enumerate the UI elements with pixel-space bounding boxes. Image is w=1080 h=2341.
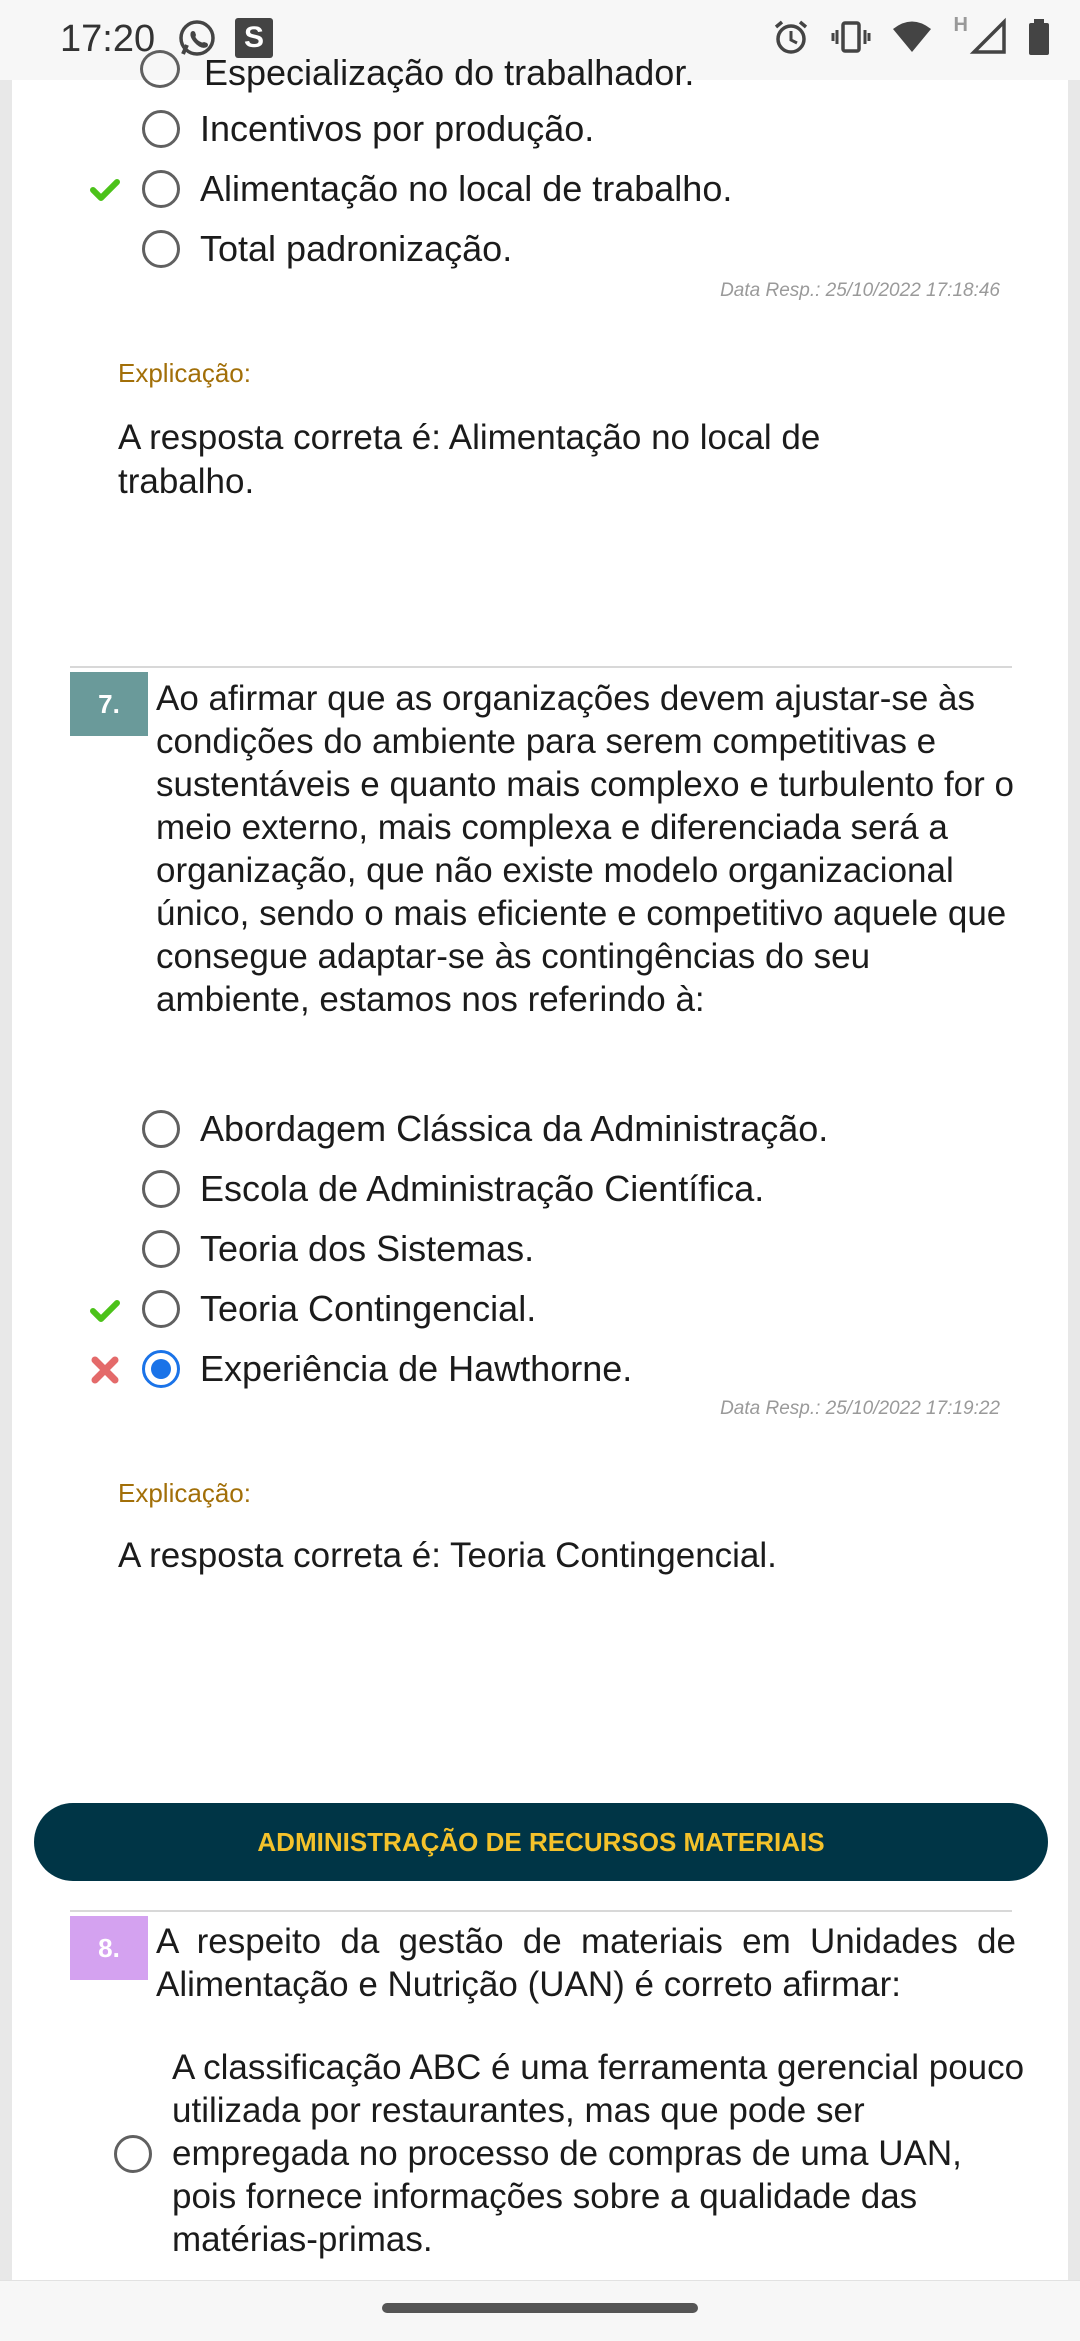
- radio-button[interactable]: [142, 1170, 180, 1208]
- question-text: A respeito da gestão de materiais em Unidades de Alimentação e Nutrição (UAN) é correto afirmar:: [156, 1922, 1016, 2004]
- option-label: A classificação ABC é uma ferramenta gerencial pouco utilizada por restaurantes, mas que pode ser empregada no processo de compras de uma UAN, pois fornece informações sobre a qualidade das matérias-primas.: [172, 2048, 1025, 2259]
- radio-button-selected[interactable]: [142, 1350, 180, 1388]
- wrong-x-icon: [90, 1355, 120, 1385]
- explanation-label: Explicação:: [118, 1478, 251, 1508]
- q7-option-1[interactable]: [142, 1108, 828, 1150]
- h-network-icon: H: [953, 13, 968, 36]
- option-label: Total padronização.: [200, 228, 513, 269]
- option-label: Escola de Administração Científica.: [200, 1168, 765, 1209]
- partial-option-label: Especialização do trabalhador.: [204, 52, 695, 93]
- partial-radio[interactable]: [140, 50, 180, 88]
- q7-option-5[interactable]: [142, 1348, 632, 1390]
- radio-button[interactable]: [142, 1290, 180, 1328]
- radio-button[interactable]: [142, 170, 180, 208]
- section-banner: ADMINISTRAÇÃO DE RECURSOS MATERIAIS: [34, 1803, 1048, 1881]
- q6-option-3[interactable]: [142, 228, 512, 270]
- option-label: Experiência de Hawthorne.: [200, 1348, 633, 1389]
- option-label: Teoria Contingencial.: [200, 1288, 537, 1329]
- question-number-badge: 8.: [70, 1916, 148, 1980]
- q7-option-4[interactable]: [142, 1288, 536, 1330]
- radio-button[interactable]: [142, 1110, 180, 1148]
- partial-option-clip: [140, 52, 900, 93]
- radio-button[interactable]: [142, 230, 180, 268]
- radio-button[interactable]: [142, 1230, 180, 1268]
- option-label: Abordagem Clássica da Administração.: [200, 1108, 829, 1149]
- q7-option-2[interactable]: [142, 1168, 764, 1210]
- question-text: Ao afirmar que as organizações devem ajustar-se às condições do ambiente para serem competitivas e sustentáveis e quanto mais complexo e turbulento for o meio externo, mais complexa e diferenciada será a organização, que não existe modelo organizacional único, sendo o mais eficiente e competitivo aquele que consegue adaptar-se às contingências do seu ambiente, estamos nos referindo à:: [156, 679, 1014, 1019]
- option-label: Teoria dos Sistemas.: [200, 1228, 535, 1269]
- check-icon: [90, 175, 120, 205]
- question-divider: [70, 666, 1012, 668]
- option-label: Incentivos por produção.: [200, 108, 595, 149]
- q7-option-3[interactable]: [142, 1228, 534, 1270]
- check-icon: [90, 1296, 120, 1326]
- radio-button[interactable]: [114, 2135, 152, 2173]
- explanation-label: Explicação:: [118, 358, 251, 388]
- q8-option-1[interactable]: [114, 2046, 1032, 2261]
- explanation-text: A resposta correta é: Alimentação no local de trabalho.: [118, 418, 821, 501]
- explanation-text: A resposta correta é: Teoria Contingencial.: [118, 1536, 777, 1575]
- radio-button[interactable]: [142, 110, 180, 148]
- question-number-badge: 7.: [70, 672, 148, 736]
- status-time: 17:20: [60, 18, 156, 60]
- home-indicator[interactable]: [382, 2303, 698, 2313]
- s-app-icon: S: [235, 18, 273, 58]
- q6-option-1[interactable]: [142, 108, 594, 150]
- q6-option-2[interactable]: [142, 168, 732, 210]
- response-timestamp: Data Resp.: 25/10/2022 17:18:46: [720, 280, 1000, 301]
- option-label: Alimentação no local de trabalho.: [200, 168, 733, 209]
- response-timestamp: Data Resp.: 25/10/2022 17:19:22: [720, 1398, 1000, 1419]
- question-divider: [70, 1910, 1012, 1912]
